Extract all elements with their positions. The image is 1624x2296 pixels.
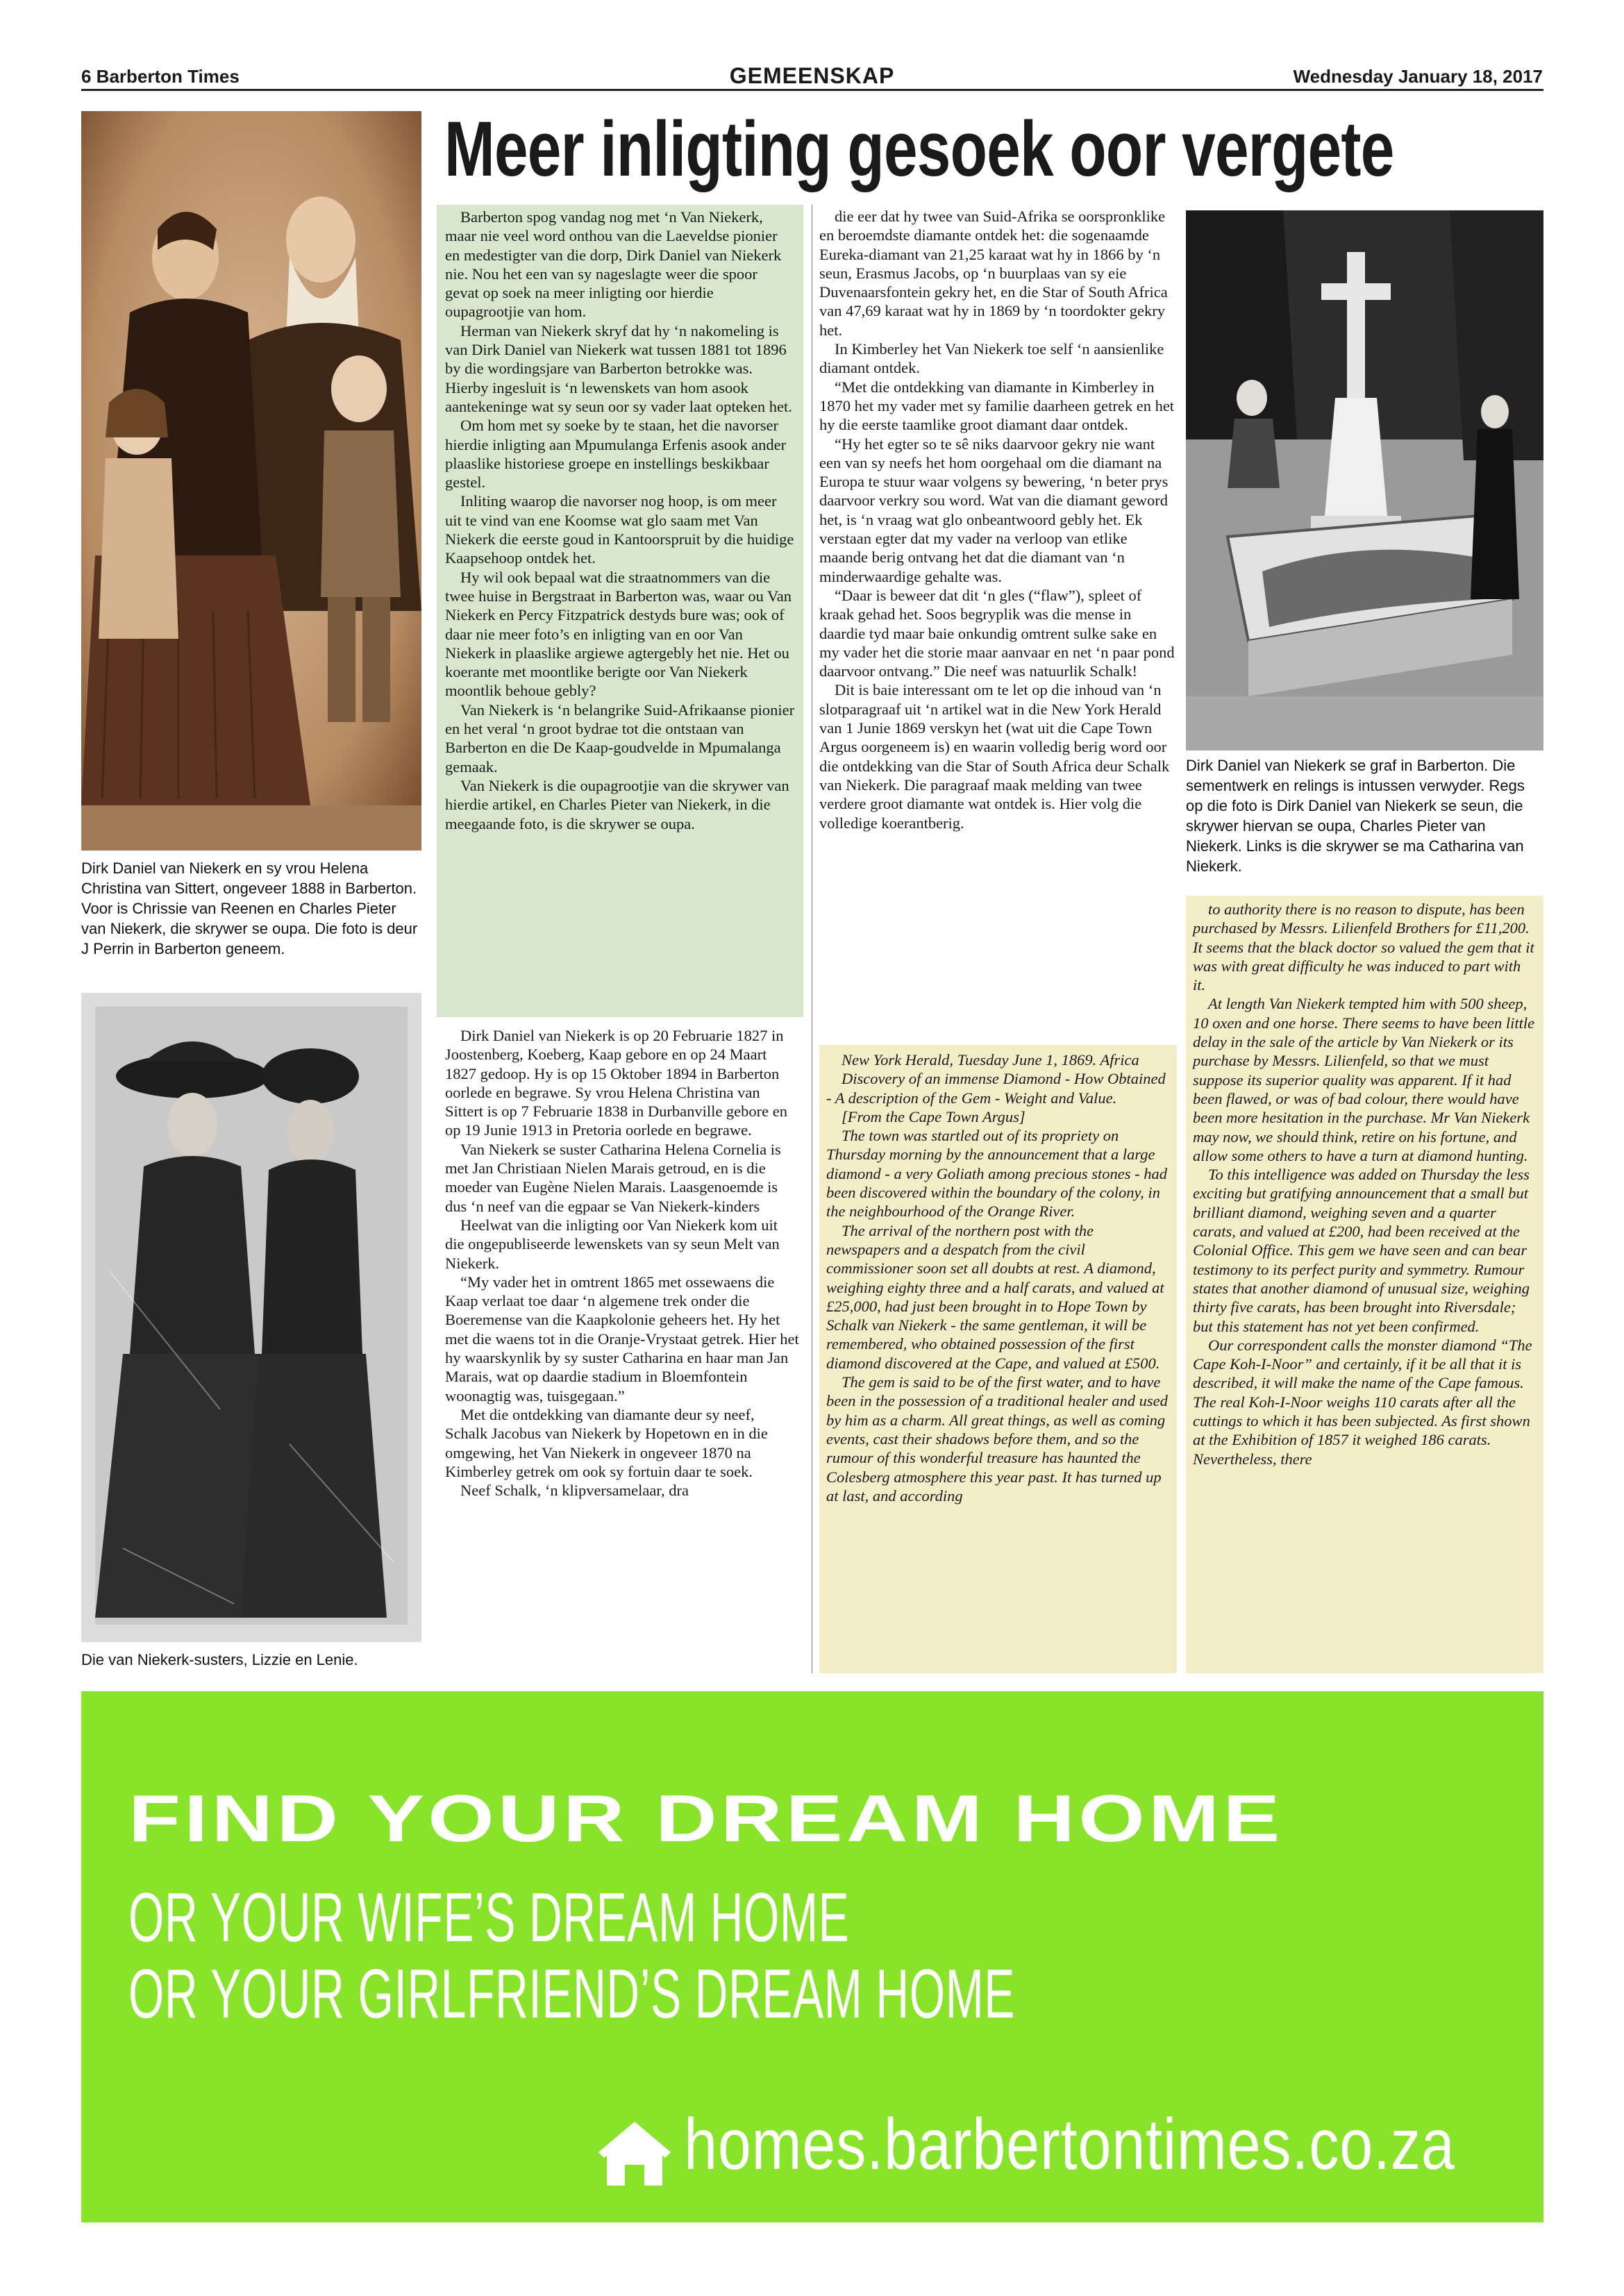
paragraph: Neef Schalk, ‘n klipversamelaar, dra [460,1482,689,1500]
paragraph: Herman van Niekerk skryf dat hy ‘n nakomeling is van Dirk Daniel van Niekerk wat tussen 1881 tot 1896 by die wordingsjare van Barberton betrokke was. Hierby ingesluit is ‘n lewenskets van hom asook aantekeninge wat sy seun oor sy vader laat opteken het. [445,321,792,415]
paragraph: The town was startled out of its propriety on Thursday morning by the announcement that a large diamond - a very Goliath among precious stones - had been discovered within the boundary of the colony, in the neighbourhood of the Orange River. [826,1127,1167,1221]
ad-line-three: OR YOUR GIRLFRIEND’S DREAM HOME [128,1955,1016,2033]
header-rule [81,89,1543,91]
ad-website-link[interactable]: homes.barbertontimes.co.za [684,2104,1455,2185]
paragraph: “My vader het in omtrent 1865 met ossewaens die Kaap verlaat toe daar ‘n algemene trek onder die Boeremense van die Kaapkolonie geheers het. Hy het met die waens tot in die Oranje-Vrystaat getrek. Hier het hy waarskynlik by sy suster Catharina en haar man Jan Marais, wat op daardie stadium in Bloemfontein woonagtig was, tuisgegaan.” [445,1273,799,1405]
paragraph: Dit is baie interessant om te let op die inhoud van ‘n slotparagraaf uit ‘n artikel wat in die New York Herald van 1 Junie 1869 verskyn het (wat uit die Cape Town Argus oorgeneem is) en waarin volledig berig word oor die ontdekking van die Star of South Africa deur Schalk van Niekerk. Die paragraaf maak melding van twee verdere groot diamante wat ontdek is. Hier volg die volledige koerantberig. [819,681,1170,832]
family-photo-caption: Dirk Daniel van Niekerk en sy vrou Helena Christina van Sittert, ongeveer 1888 in Barberton. Voor is Chrissie van Reenen en Charles Pieter van Niekerk, die skrywer se oupa. Die foto is deur J Perrin in Barberton geneem. [81,860,418,957]
paragraph: “Daar is beweer dat dit ‘n gles (“flaw”), spleet of kraak gehad het. Soos begryplik was die mense in daardie tyd maar baie onkundig omtrent sulke sake en my vader het die storie maar aanvaar en net ‘n paar pond daarvoor ontvang.” Die neef was natuurlik Schalk! [819,586,1175,680]
paragraph: Hy wil ook bepaal wat die straatnommers van die twee huise in Bergstraat in Barberton was, waar ou Van Niekerk en Percy Fitzpatrick destyds bure was; ook of daar nie meer foto’s en inligting van en oor Van Niekerk in plaaslike argiewe agtergebly het nie. Het ou koerante met moontlike berigte oor Van Niekerk moontlik behoue gebly? [445,568,792,700]
paragraph: Heelwat van die inligting oor Van Niekerk kom uit die ongepubliseerde lewenskets van sy seun Melt van Niekerk. [445,1216,780,1272]
paragraph: Dirk Daniel van Niekerk is op 20 Februarie 1827 in Joostenberg, Koeberg, Kaap gebore en op 24 Maart 1827 gedoop. Hy is op 15 Oktober 1894 in Barberton oorlede en begrawe. Sy vrou Helena Christina van Sittert is op 7 Februarie 1838 in Durbanville gebore en op 19 Junie 1913 in Pretoria oorlede en begrawe. [445,1027,788,1139]
sisters-photo-caption: Die van Niekerk-susters, Lizzie en Lenie. [81,1651,358,1668]
ad-headline: FIND YOUR DREAM HOME [128,1782,1284,1856]
paragraph: Van Niekerk se suster Catharina Helena Cornelia is met Jan Christiaan Nielen Marais getroud, en is die moeder van Eugène Nielen Marais. Laasgenoemde is dus ‘n neef van die egpaar se Van Niekerk-kinders [445,1140,781,1215]
paragraph: Met die ontdekking van diamante deur sy neef, Schalk Jacobus van Niekerk by Hopetown en in die omgewing, het Van Niekerk in ongeveer 1870 na Kimberley getrek om ook sy fortuin daar te soek. [445,1405,768,1480]
herald-paragraphs-2 [1193,900,1537,1468]
paragraph: New York Herald, Tuesday June 1, 1869. Africa [842,1051,1139,1069]
family-photo-image [81,111,421,850]
section-title: GEMEENSKAP [729,63,895,88]
issue-date: Wednesday January 18, 2017 [1293,66,1543,87]
sisters-photo [81,993,421,1642]
sisters-photo-image [81,993,421,1642]
paragraph: “Hy het egter so te sê niks daarvoor gekry nie want een van sy neefs het hom oorgehaal om die diamant na Europa te stuur waar volgens sy bewering, ‘n beter prys daarvoor verkry sou word. Wat van die diamant geword het, is ‘n vraag wat glo onbeantwoord gebly het. Ek verstaan egter dat my vader na verloop van etlike maande berig ontvang het dat die diamant van ‘n minderwaardige gehalte was. [819,435,1169,585]
paragraph: Discovery of an immense Diamond - How Obtained - A description of the Gem - Weight and Value. [826,1070,1166,1107]
intro-paragraphs [445,208,795,833]
herald-excerpt-2 [1186,896,1543,1673]
biography-column [445,1026,799,1500]
paragraph: Our correspondent calls the monster diamond “The Cape Koh-I-Noor” and certainly, if it be all that it is described, it will make the name of the Cape famous. The real Koh-I-Noor weighs 110 carats after all the cuttings to which it has been subjected. As first shown at the Exhibition of 1857 it weighed 186 carats. Nevertheless, there [1193,1336,1532,1468]
diamond-paragraphs [819,207,1177,832]
diamond-column [819,207,1177,832]
paragraph: [From the Cape Town Argus] [842,1107,1026,1125]
intro-column [437,205,803,1017]
headline: Meer inligting gesoek oor vergete [444,106,1394,192]
ad-line-two: OR YOUR WIFE’S DREAM HOME [128,1879,850,1956]
page-label: 6 Barberton Times [81,66,240,87]
paragraph: Van Niekerk is die oupagrootjie van die skrywer van hierdie artikel, en Charles Pieter van Niekerk, in die meegaande foto, is die skrywer se oupa. [445,776,789,832]
paragraph: In Kimberley het Van Niekerk toe self ‘n aansienlike diamant ontdek. [819,340,1164,377]
house-icon [596,2119,673,2192]
paragraph: Barberton spog vandag nog met ‘n Van Niekerk, maar nie veel word onthou van die Laeveldse pionier en medestigter van die dorp, Dirk Daniel van Niekerk nie. Nou het een van sy nageslagte weer die spoor gevat op soek na meer inligting oor hierdie oupagrootjie van hom. [445,208,782,321]
paragraph: To this intelligence was added on Thursday the less exciting but gratifying announcement that a small but brilliant diamond, weighing seven and a quarter carats, and valued at £200, had been received at the Colonial Office. This gem we have seen and can bear testimony to its perfect purity and symmetry. Rumour states that another diamond of unusual size, weighing thirty five carats, has been brought into Riversdale; but this statement has not yet been confirmed. [1193,1166,1530,1335]
paragraph: The gem is said to be of the first water, and to have been in the possession of a traditional healer and used by him as a charm. All great things, as well as coming events, cast their shadows before them, and so the rumour of this wonderful treasure has haunted the Colesberg atmosphere this year past. It has turned up at last, and according [826,1373,1168,1505]
paragraph: “Met die ontdekking van diamante in Kimberley in 1870 het my vader met sy familie daarheen getrek en het hy die eerste taamlike groot diamant daar ontdek. [819,378,1175,434]
paragraph: Inliting waarop die navorser nog hoop, is om meer uit te vind van ene Koomse wat glo saam met Van Niekerk die eerste goud in Kantoorspruit by die huidige Kaapsehoop ontdek het. [445,492,794,567]
biography-paragraphs [445,1026,799,1500]
paragraph: The arrival of the northern post with the newspapers and a despatch from the civil commissioner soon set all doubts at rest. A diamond, weighing eighty three and a half carats, and valued at £25,000, had just been brought in to Hope Town by Schalk van Niekerk - the same gentleman, it will be remembered, who obtained possession of the first diamond discovered at the Cape, and valued at £500. [826,1221,1164,1372]
herald-paragraphs-1 [826,1050,1170,1505]
paragraph: die eer dat hy twee van Suid-Afrika se oorspronklike en beroemdste diamante ontdek het: die sogenaamde Eureka-diamant van 21,25 karaat wat hy in 1866 by ‘n seun, Erasmus Jacobs, op ‘n buurplaas van sy eie Duvenaarsfontein gekry het, en die Star of South Africa van 47,69 karaat wat hy in 1869 by ‘n toordokter gekry het. [819,208,1168,339]
paragraph: to authority there is no reason to dispute, has been purchased by Messrs. Lilienfeld Brothers for £11,200. It seems that the black doctor so valued the gem that it was with great difficulty he was induced to part with it. [1193,900,1534,994]
family-photo [81,111,421,850]
grave-photo-image [1186,210,1543,751]
paragraph: At length Van Niekerk tempted him with 500 sheep, 10 oxen and one horse. There seems to have been little delay in the sale of the article by Van Niekerk or its purchase by Messrs. Lilienfeld, so that we must suppose its superior quality was apparent. If it had been flawed, or was of bad colour, there would have been more hesitation in the purchase. Mr Van Niekerk may now, we should think, retire on his fortune, and allow some others to have a turn at diamond hunting. [1193,995,1535,1164]
paragraph: Van Niekerk is ‘n belangrike Suid-Afrikaanse pionier en het veral ‘n groot bydrae tot die ontstaan van Barberton en die De Kaap-goudvelde in Mpumalanga gemaak. [445,701,795,776]
grave-photo [1186,210,1543,751]
herald-excerpt-1 [819,1045,1177,1673]
grave-photo-caption: Dirk Daniel van Niekerk se graf in Barberton. Die sementwerk en relings is intussen verwyder. Regs op die foto is Dirk Daniel van Niekerk se seun, die skrywer hiervan se oupa, Charles Pieter van Niekerk. Links is die skrywer se ma Catharina van Niekerk. [1186,757,1525,875]
paragraph: Om hom met sy soeke by te staan, het die navorser hierdie inligting aan Mpumulanga Erfenis asook ander plaaslike historiese groepe en instellings beskikbaar gestel. [445,417,787,492]
